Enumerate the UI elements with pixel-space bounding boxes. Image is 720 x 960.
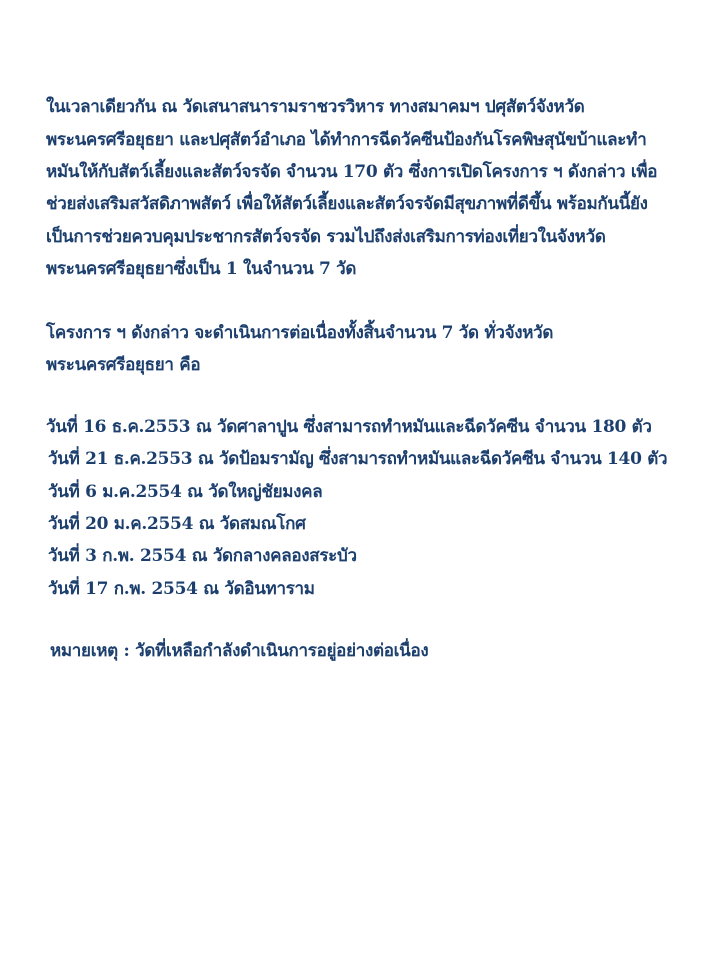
schedule-item: วันที่ 6 ม.ค.2554 ณ วัดใหญ่ชัยมงคล <box>48 482 323 502</box>
schedule-item: วันที่ 17 ก.พ. 2554 ณ วัดอินทาราม <box>48 579 315 599</box>
project-line: โครงการ ฯ ดังกล่าว จะดำเนินการต่อเนื่องทั้งสิ้นจำนวน 7 วัด ทั่วจังหวัด <box>46 323 554 343</box>
intro-line: เป็นการช่วยควบคุมประชากรสัตว์จรจัด รวมไปถึงส่งเสริมการท่องเที่ยวในจังหวัด <box>46 227 606 247</box>
note-text: หมายเหตุ : วัดที่เหลือกำลังดำเนินการอยู่อย่างต่อเนื่อง <box>50 641 429 661</box>
schedule-item: วันที่ 16 ธ.ค.2553 ณ วัดศาลาปูน ซึ่งสามารถทำหมันและฉีดวัคซีน จำนวน 180 ตัว <box>46 417 652 437</box>
project-line: พระนครศรีอยุธยา คือ <box>46 355 201 375</box>
schedule-item: วันที่ 21 ธ.ค.2553 ณ วัดป้อมรามัญ ซึ่งสามารถทำหมันและฉีดวัคซีน จำนวน 140 ตัว <box>48 449 668 469</box>
schedule-item: วันที่ 20 ม.ค.2554 ณ วัดสมณโกศ <box>48 514 306 534</box>
intro-line: หมันให้กับสัตว์เลี้ยงและสัตว์จรจัด จำนวน 170 ตัว ซึ่งการเปิดโครงการ ฯ ดังกล่าว เพื่อ <box>46 162 658 182</box>
intro-line: ช่วยส่งเสริมสวัสดิภาพสัตว์ เพื่อให้สัตว์เลี้ยงและสัตว์จรจัดมีสุขภาพที่ดีขึ้น พร้อมกันนี้ยัง <box>46 194 648 214</box>
schedule-item: วันที่ 3 ก.พ. 2554 ณ วัดกลางคลองสระบัว <box>48 546 357 566</box>
intro-line: พระนครศรีอยุธยา และปศุสัตว์อำเภอ ได้ทำการฉีดวัคซีนป้องกันโรคพิษสุนัขบ้าและทำ <box>46 130 647 150</box>
intro-line: ในเวลาเดียวกัน ณ วัดเสนาสนารามราชวรวิหาร ทางสมาคมฯ ปศุสัตว์จังหวัด <box>46 97 585 117</box>
intro-line: พระนครศรีอยุธยาซึ่งเป็น 1 ในจำนวน 7 วัด <box>46 259 357 279</box>
